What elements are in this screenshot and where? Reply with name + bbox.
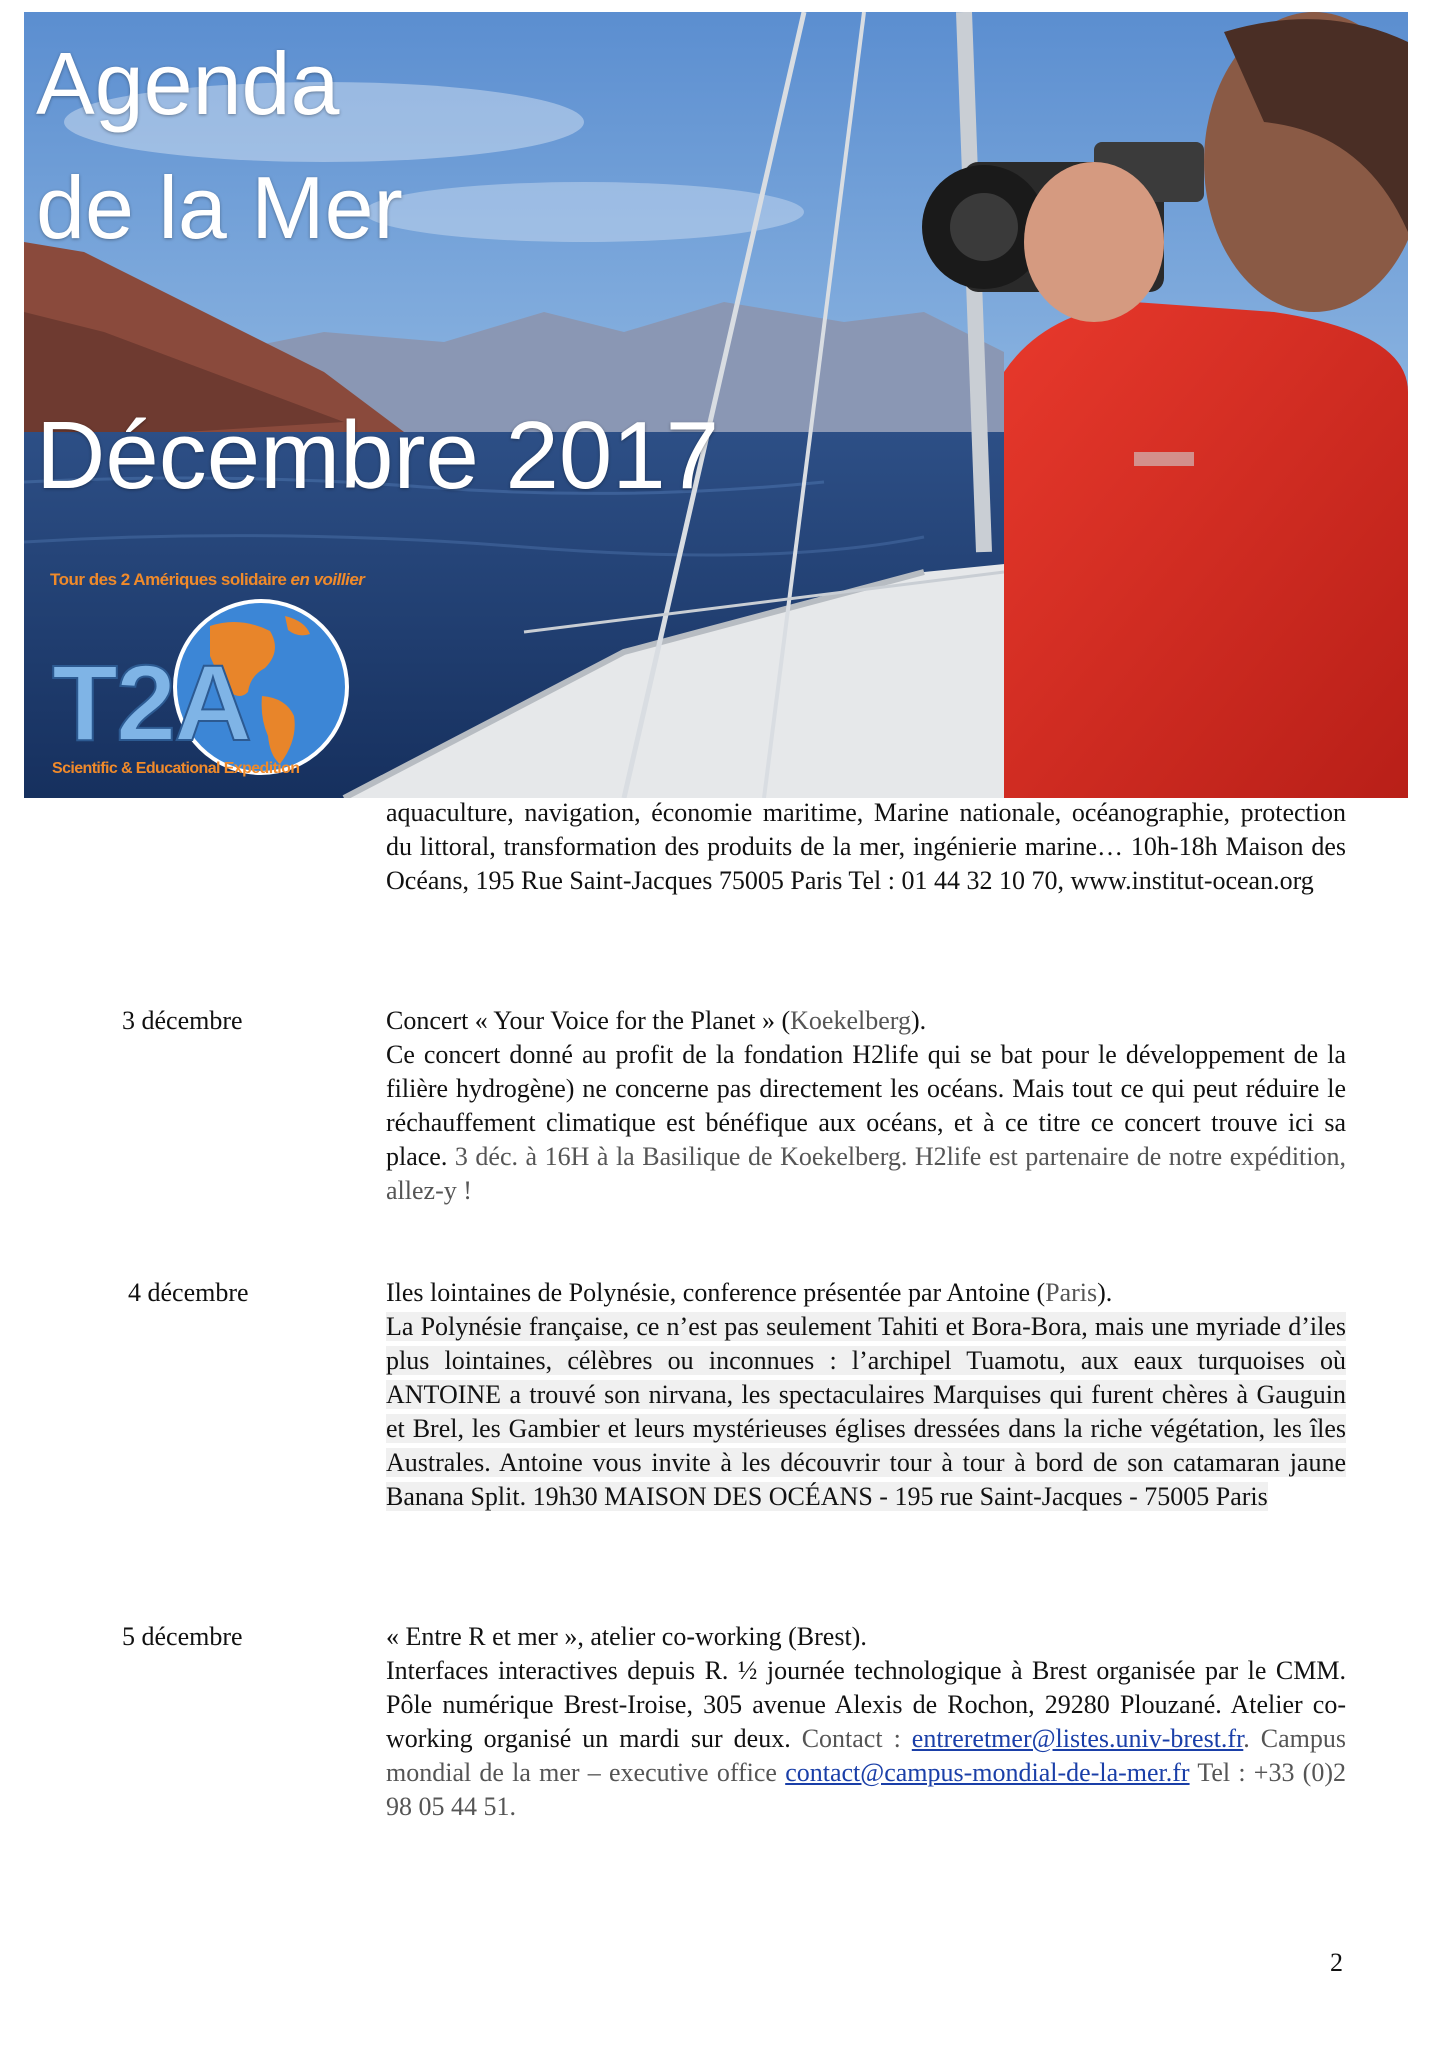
email-link-entreretmer[interactable]: entreretmer@listes.univ-brest.fr [911, 1724, 1244, 1753]
event-date: 4 décembre [128, 1278, 249, 1307]
email-link-campus[interactable]: contact@campus-mondial-de-la-mer.fr [785, 1758, 1190, 1787]
banner-title-de-la-mer: de la Mer [36, 158, 403, 257]
event-place: Paris [1045, 1278, 1098, 1307]
event-entry [386, 1004, 1346, 1208]
event-date: 5 décembre [122, 1622, 243, 1651]
event-date: 3 décembre [122, 1006, 243, 1035]
event-body: La Polynésie française, ce n’est pas seulement Tahiti et Bora-Bora, mais une myriade d’iles plus lointaines, célèbres ou inconnues : l’archipel Tuamotu, aux eaux turquoises où ANTOINE a trouvé son nirvana, les spectaculaires Marquises qui furent chères à Gauguin et Brel, les Gambier et leurs mystérieuses églises dressées dans la riche végétation, les îles Australes. Antoine vous invite à les découvrir tour à tour à bord de son catamaran jaune Banana Split. 19h30 MAISON DES OCÉANS - 195 rue Saint-Jacques - 75005 Paris [386, 1312, 1346, 1511]
event-place: Koekelberg [790, 1006, 911, 1035]
event-entry [386, 1276, 1346, 1514]
banner-title-month: Décembre 2017 [36, 402, 720, 509]
event-body: Interfaces interactives depuis R. ½ journée technologique à Brest organisée par le CMM. Pôle numérique Brest-Iroise, 305 avenue Alexis de Rochon, 29280 Plouzané. Atelier co-working organisé un mardi sur deux. Contact : entreretmer@listes.univ-brest.fr. Campus mondial de la mer – executive office contact@campus-mondial-de-la-mer.fr Tel : +33 (0)2 98 05 44 51. [386, 1656, 1347, 1821]
page-number: 2 [1330, 1948, 1343, 1977]
event-entry [386, 1620, 1346, 1824]
logo-tagline: Tour des 2 Amériques solidaire en voillier [50, 570, 365, 589]
event-title: Iles lointaines de Polynésie, conference présentée par Antoine (Paris). [386, 1278, 1113, 1307]
header-banner [24, 12, 1408, 798]
event-title: Concert « Your Voice for the Planet » (Koekelberg). [386, 1006, 927, 1035]
intro-text: aquaculture, navigation, économie maritime, Marine nationale, océanographie, protection du littoral, transformation des produits de la mer, ingénierie marine… 10h-18h Maison des Océans, 195 Rue Saint-Jacques 75005 Paris Tel : 01 44 32 10 70, www.institut-ocean.org [386, 798, 1346, 895]
banner-title-agenda: Agenda [36, 34, 340, 133]
event-title: « Entre R et mer », atelier co-working (Brest). [386, 1622, 867, 1651]
event-body: Ce concert donné au profit de la fondation H2life qui se bat pour le développement de la filière hydrogène) ne concerne pas directement les océans. Mais tout ce qui peut réduire le réchauffement climatique est bénéfique aux océans, et à ce titre ce concert trouve ici sa place. 3 déc. à 16H à la Basilique de Koekelberg. H2life est partenaire de notre expédition, allez-y ! [386, 1040, 1346, 1205]
intro-paragraph [386, 796, 1346, 898]
logo-subtitle: Scientific & Educational Expedition [52, 760, 300, 777]
t2a-logo [40, 558, 392, 788]
logo-brand: T2A [52, 642, 251, 763]
